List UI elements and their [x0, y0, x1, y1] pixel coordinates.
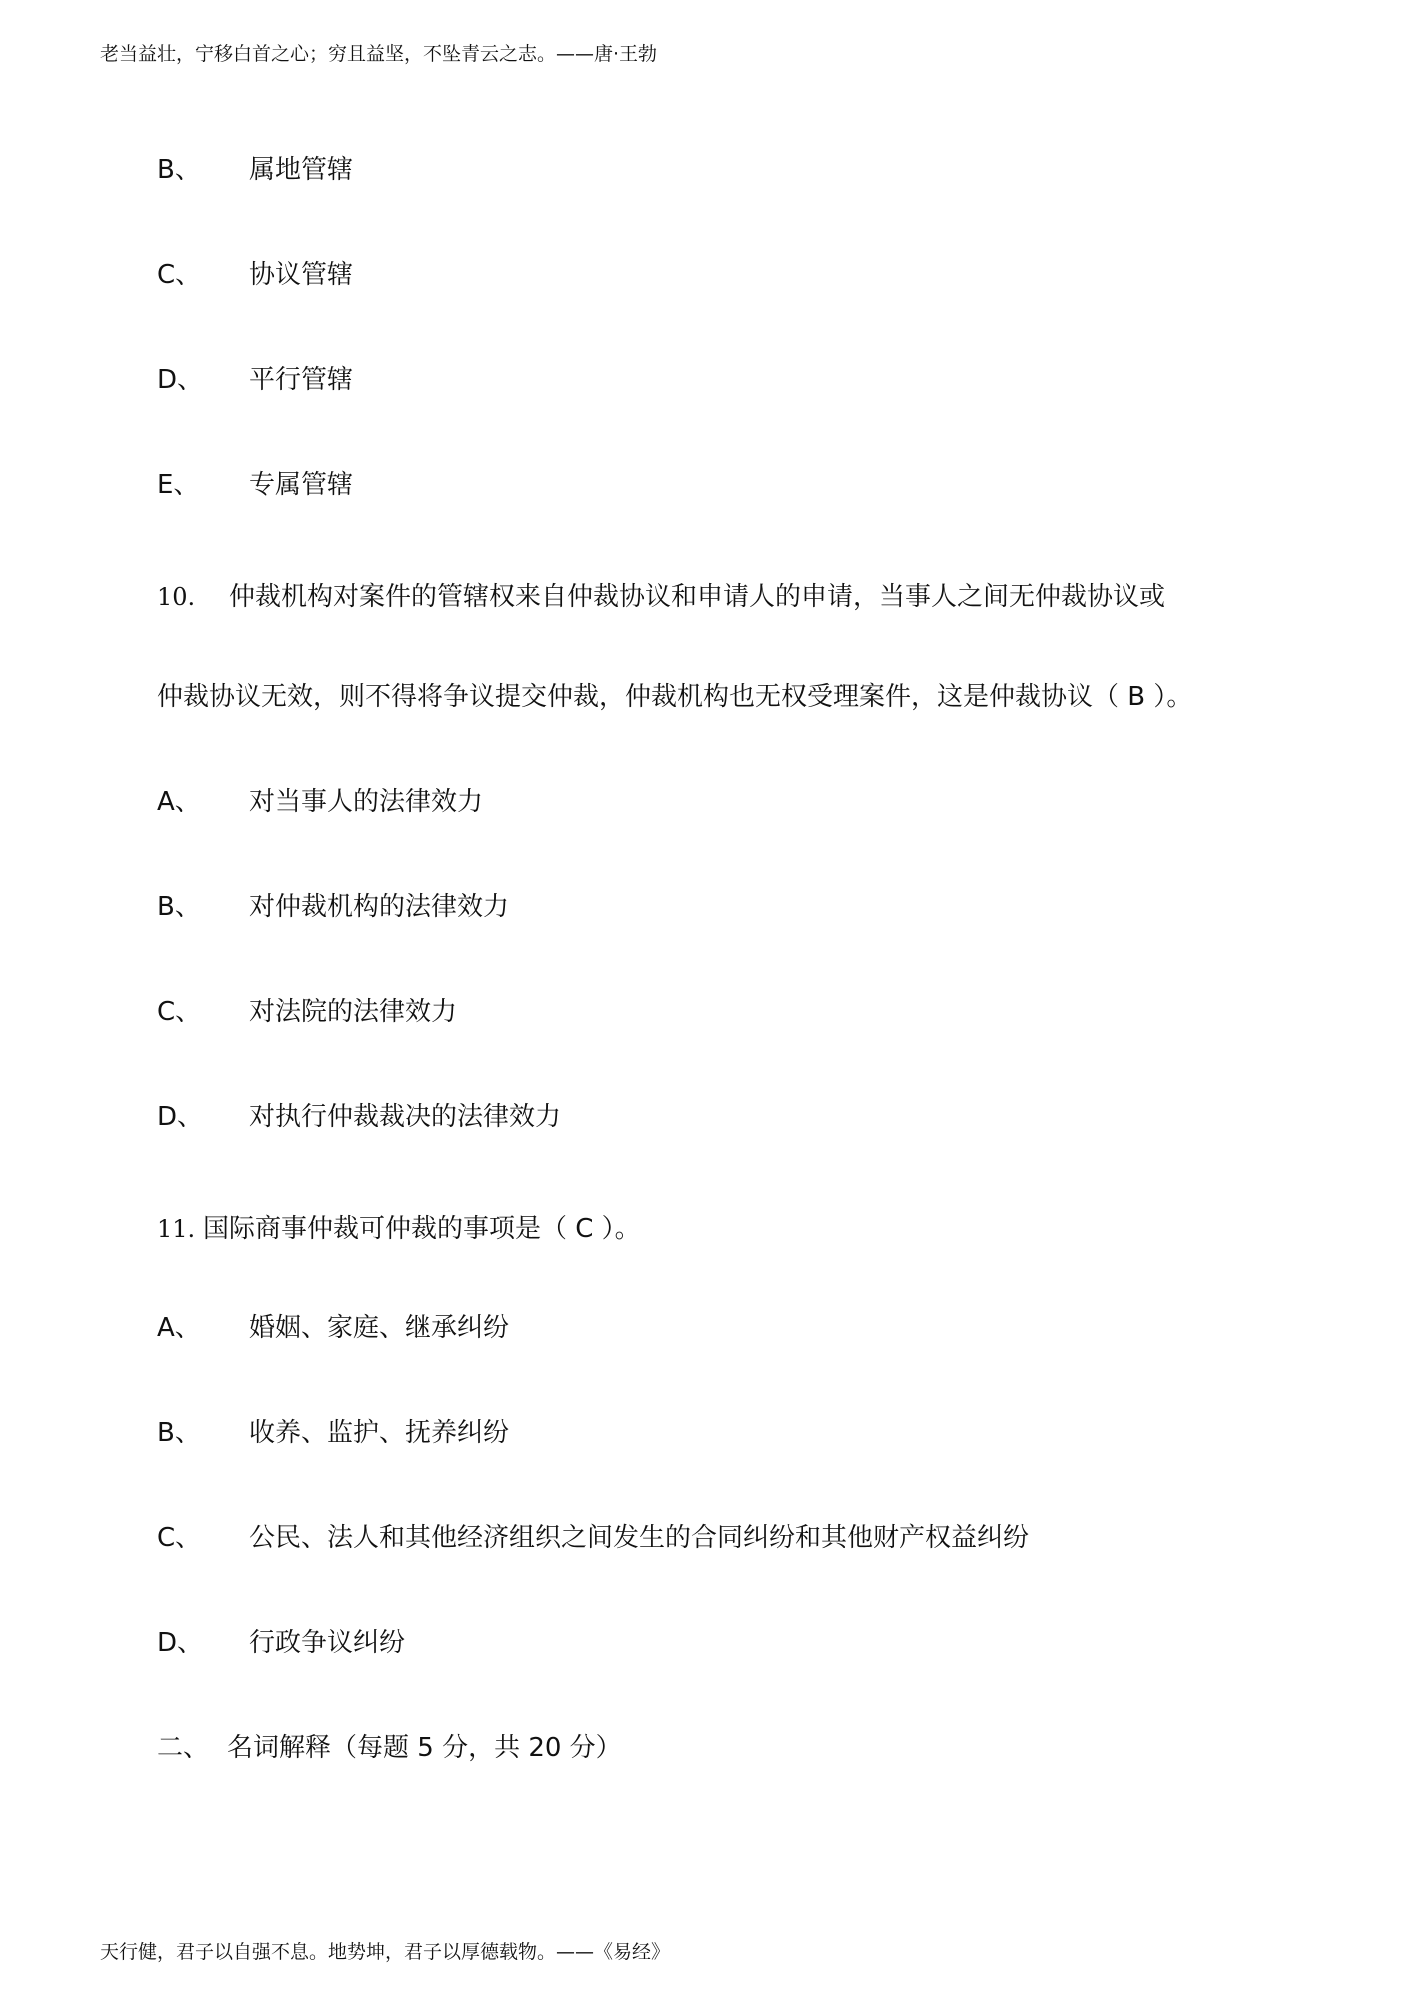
q10-stem-line2: 仲裁协议无效，则不得将争议提交仲裁，仲裁机构也无权受理案件，这是仲裁协议（ B ）。 [157, 682, 1193, 712]
option-letter: B、 [157, 155, 201, 185]
header-quote: 老当益壮，宁移白首之心；穷且益坚，不坠青云之志。——唐·王勃 [100, 43, 658, 65]
question-number: 10. [157, 583, 196, 611]
option-letter: A、 [157, 1313, 201, 1343]
option-text: 平行管辖 [249, 365, 354, 395]
q10-option-a [157, 785, 483, 819]
q11-option-b [157, 1416, 509, 1450]
option-letter: D、 [157, 365, 204, 395]
option-text: 收养、监护、抚养纠纷 [249, 1418, 510, 1448]
section-title: 名词解释（每题 5 分，共 20 分） [227, 1733, 622, 1763]
option-text: 公民、法人和其他经济组织之间发生的合同纠纷和其他财产权益纠纷 [249, 1523, 1030, 1553]
q9-option-d [157, 363, 353, 397]
q11-stem [157, 1212, 641, 1246]
footer-quote: 天行健，君子以自强不息。地势坤，君子以厚德载物。——《易经》 [100, 1941, 671, 1963]
q11-option-a [157, 1311, 509, 1345]
section-heading [157, 1731, 622, 1765]
option-letter: D、 [157, 1102, 204, 1132]
option-letter: E、 [157, 470, 200, 500]
option-letter: B、 [157, 1418, 201, 1448]
option-text: 对仲裁机构的法律效力 [249, 892, 510, 922]
question-number: 11. [157, 1215, 196, 1243]
q10-option-d [157, 1100, 561, 1134]
option-text: 属地管辖 [249, 155, 354, 185]
question-text: 仲裁机构对案件的管辖权来自仲裁协议和申请人的申请，当事人之间无仲裁协议或 [229, 582, 1166, 612]
option-text: 协议管辖 [249, 260, 354, 290]
section-number: 二、 [157, 1733, 210, 1763]
q10-stem-line1 [157, 580, 1165, 614]
option-letter: C、 [157, 997, 202, 1027]
option-letter: C、 [157, 260, 202, 290]
option-letter: A、 [157, 787, 201, 817]
option-text: 行政争议纠纷 [249, 1628, 406, 1658]
q10-option-b [157, 890, 509, 924]
q9-option-e [157, 468, 353, 502]
option-letter: D、 [157, 1628, 204, 1658]
q11-option-d [157, 1626, 405, 1660]
option-text: 对法院的法律效力 [249, 997, 458, 1027]
option-text: 对执行仲裁裁决的法律效力 [249, 1102, 562, 1132]
option-letter: B、 [157, 892, 201, 922]
option-text: 婚姻、家庭、继承纠纷 [249, 1313, 510, 1343]
q9-option-c [157, 258, 353, 292]
option-text: 专属管辖 [249, 470, 354, 500]
q10-option-c [157, 995, 457, 1029]
option-text: 对当事人的法律效力 [249, 787, 484, 817]
q11-option-c [157, 1521, 1029, 1555]
question-text: 国际商事仲裁可仲裁的事项是（ C ）。 [203, 1214, 641, 1244]
option-letter: C、 [157, 1523, 202, 1553]
q9-option-b [157, 153, 353, 187]
